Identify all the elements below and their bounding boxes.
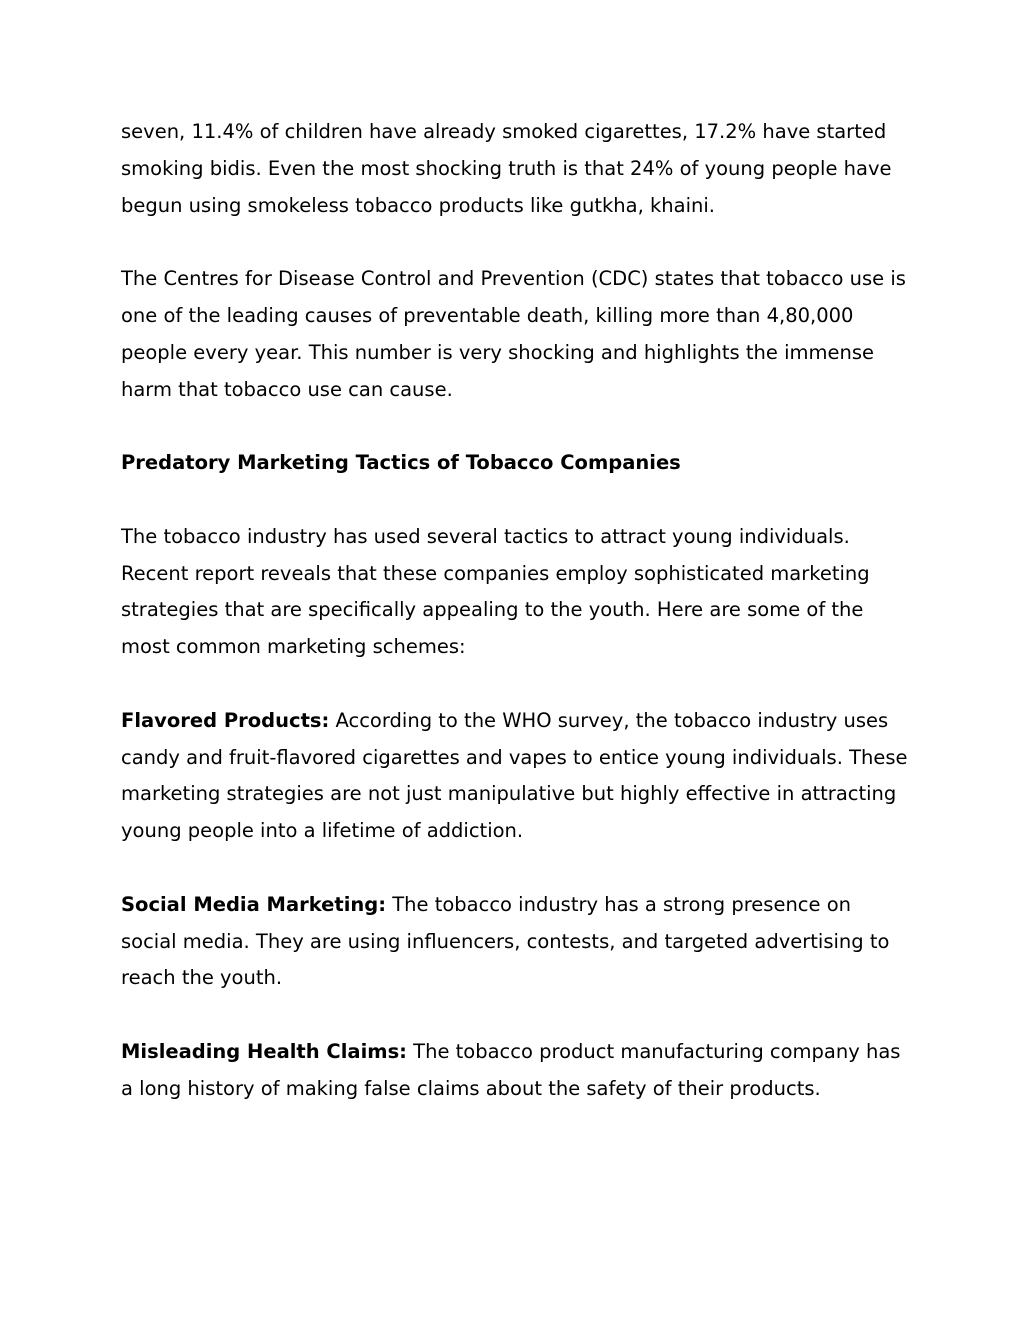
flavored-products-lead: Flavored Products: — [121, 708, 330, 732]
flavored-products-text: According to the WHO survey, the tobacco industry uses candy and fruit-flavored cigarettes and vapes to entice young individuals. These marketing strategies are not just manipulative but highly effective in attracting young people into a lifetime of addiction. — [121, 708, 908, 843]
paragraph-social-media-marketing — [121, 887, 911, 997]
section-heading: Predatory Marketing Tactics of Tobacco Companies — [121, 451, 681, 475]
social-media-marketing-text: The tobacco industry has a strong presence on social media. They are using influencers, contests, and targeted advertising to reach the youth. — [121, 892, 890, 990]
paragraph-cdc-statement: The Centres for Disease Control and Prevention (CDC) states that tobacco use is one of the leading causes of preventable death, killing more than 4,80,000 people every year. This number is very shocking and highlights the immense harm that tobacco use can cause. — [121, 267, 906, 401]
misleading-health-claims-text: The tobacco product manufacturing company has a long history of making false claims about the safety of their products. — [121, 1039, 901, 1100]
paragraph-youth-statistics: seven, 11.4% of children have already smoked cigarettes, 17.2% have started smoking bidis. Even the most shocking truth is that 24% of young people have begun using smokeless tobacco products like gutkha, khaini. — [121, 120, 892, 217]
misleading-health-claims-lead: Misleading Health Claims: — [121, 1039, 407, 1063]
paragraph-marketing-intro: The tobacco industry has used several tactics to attract young individuals. Recent report reveals that these companies employ sophisticated marketing strategies that are specifically appealing to the youth. Here are some of the most common marketing schemes: — [121, 524, 870, 659]
paragraph-misleading-health-claims — [121, 1034, 911, 1108]
social-media-marketing-lead: Social Media Marketing: — [121, 892, 387, 916]
paragraph-flavored-products — [121, 703, 911, 850]
document-page — [121, 114, 911, 1144]
